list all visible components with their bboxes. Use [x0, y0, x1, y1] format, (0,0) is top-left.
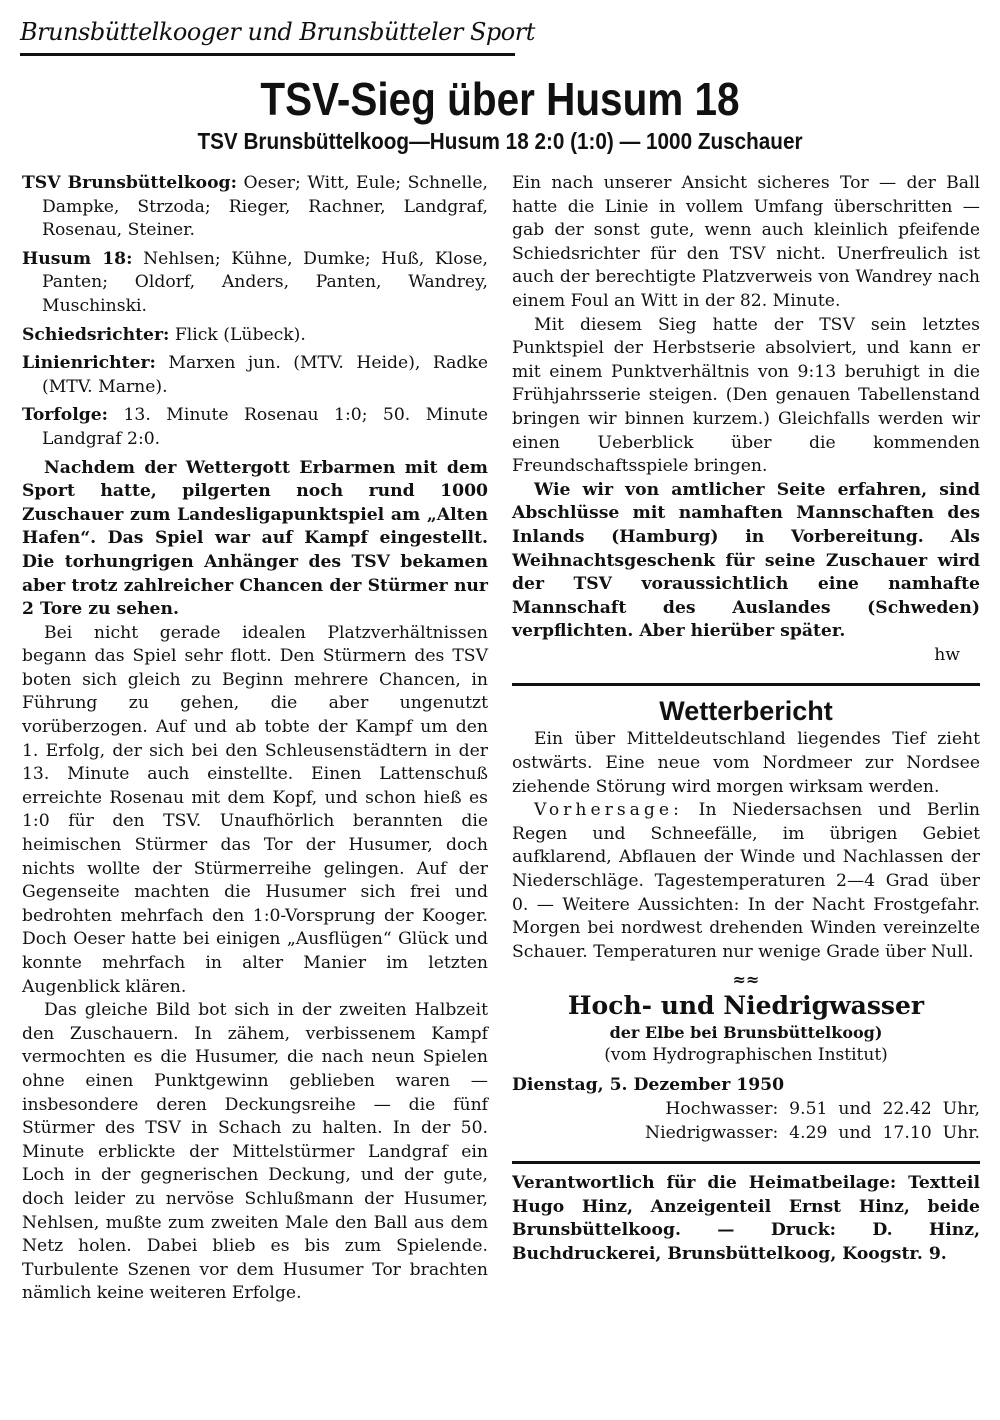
body-paragraph: Ein nach unserer Ansicht sicheres Tor — der Ball hatte die Linie in vollem Umfang überschritten — gab der sonst gute, wenn auch kleinlich pfeifende Schiedsrichter für den TSV nicht. Unerfreulich ist auch der berechtigte Platzverweis von Wandrey nach einem Foul an Witt in der 82. Minute.: [512, 173, 980, 311]
lineup-label: Linienrichter:: [22, 353, 156, 374]
tide-row-low: [512, 1122, 980, 1146]
right-column: [512, 172, 980, 1267]
wave-ornament-icon: ≈≈: [732, 970, 760, 990]
body-paragraph: Das gleiche Bild bot sich in der zweiten Halbzeit den Zuschauern. In zähem, verbissenem Kampf vermochten es die Husumer, die nach neun Spielen ohne einen Punktgewinn geblieben waren — insbesondere deren Deckungsreihe — die fünf Stürmer des TSV in Schach zu halten. In der 50. Minute erblickte der Mittelstürmer Landgraf ein Loch in der gegnerischen Deckung, und der gute, doch leider zu nervöse Schlußmann der Husumer, Nehlsen, mußte zum zweiten Male den Ball aus dem Netz holen. Dabei blieb es bis zum Spielende. Turbulente Szenen vor dem Husumer Tor brachten nämlich keine weiteren Erfolge.: [22, 1000, 488, 1304]
tide-label: Hochwasser:: [665, 1099, 779, 1119]
body-paragraph: Bei nicht gerade idealen Platzverhältnissen begann das Spiel sehr flott. Den Stürmern des TSV boten sich gleich zu Beginn mehrere Chancen, in Führung zu gehen, die aber ungenutzt vorüberzogen. Auf und ab tobte der Kampf um den 1. Erfolg, der sich bei den Schleusenstädtern in der 13. Minute auch einstellte. Einen Lattenschuß erreichte Rosenau mit dem Kopf, und schon hieß es 1:0 für den TSV. Unaufhörlich berannten die heimischen Stürmer das Tor der Husumer, doch nichts wollte der Stürmerreihe gelingen. Auf der Gegenseite machten die Husumer sich frei und bedrohten mehrfach den 1:0-Vorsprung der Kooger. Doch Oeser hatte bei einigen „Ausflügen“ Glück und konnte mehrfach in alter Manier im letzten Augenblick klären.: [22, 622, 488, 997]
tides-subtitle: der Elbe bei Brunsbüttelkoog): [609, 1023, 883, 1043]
referee: [22, 324, 488, 348]
lineup-text: 13. Minute Rosenau 1:0; 50. Minute Landgraf 2:0.: [42, 405, 489, 449]
tide-and: und: [838, 1099, 872, 1119]
section-divider: [512, 683, 980, 686]
section-divider: [512, 1161, 980, 1164]
tide-unit: Uhr.: [942, 1122, 980, 1143]
kicker-underline: [20, 53, 515, 56]
lineup-text: Oeser; Witt, Eule; Schnelle, Dampke, Strzoda; Rieger, Rachner, Landgraf, Rosenau, Steiner.: [42, 173, 488, 241]
weather-forecast: [512, 799, 980, 964]
lineup-label: Torfolge:: [22, 405, 109, 426]
lineup-label: Husum 18:: [22, 248, 133, 269]
forecast-text: In Niedersachsen und Berlin Regen und Schneefälle, im übrigen Gebiet aufklarend, Abflauen der Winde und Nachlassen der Niederschläge. Tagestemperaturen 2—4 Grad über 0. — Weitere Aussichten: In der Nacht Frostgefahr. Morgen bei nordwest drehenden Winden vereinzelte Schauer. Temperaturen nur wenige Grade über Null.: [512, 800, 980, 962]
goal-sequence: [22, 404, 488, 451]
bold-paragraph: Wie wir von amtlicher Seite erfahren, sind Abschlüsse mit namhaften Mannschaften des Inlands (Hamburg) in Vorbereitung. Als Weihnachtsgeschenk für seine Zuschauer wird der TSV voraussichtlich eine namhafte Mannschaft des Auslandes (Schweden) verpflichten. Aber hierüber später.: [512, 479, 980, 642]
lineup-label: TSV Brunsbüttelkoog:: [22, 173, 237, 193]
author-signature: hw: [934, 644, 960, 665]
tides-date: Dienstag, 5. Dezember 1950: [512, 1075, 785, 1096]
lineup-text: Nehlsen; Kühne, Dumke; Huß, Klose, Panten; Oldorf, Anders, Panten, Wandrey, Muschinski.: [42, 248, 488, 316]
lineup-text: Flick (Lübeck).: [174, 324, 306, 345]
headline: TSV-Sieg über Husum 18: [260, 73, 740, 125]
weather-intro: Ein über Mitteldeutschland liegendes Tief zieht ostwärts. Eine neue vom Nordmeer zur Nordsee ziehende Störung wird morgen wirksam werden.: [512, 729, 980, 797]
lineup-text: Marxen jun. (MTV. Heide), Radke (MTV. Marne).: [42, 353, 489, 397]
weather-title: Wetterbericht: [659, 696, 833, 727]
tides-source: (vom Hydrographischen Institut): [604, 1045, 888, 1066]
subheadline: TSV Brunsbüttelkoog—Husum 18 2:0 (1:0) — 1000 Zuschauer: [197, 128, 803, 154]
tide-label: Niedrigwasser:: [645, 1122, 779, 1143]
left-column: [22, 172, 488, 1306]
lineup-label: Schiedsrichter:: [22, 324, 170, 345]
tide-and: und: [838, 1122, 872, 1143]
lineup-husum: [22, 248, 488, 319]
tide-row-high: [512, 1098, 980, 1122]
tide-unit: Uhr,: [942, 1099, 980, 1119]
forecast-label: Vorhersage:: [534, 800, 683, 821]
tide-time: 17.10: [882, 1122, 932, 1143]
tide-time: 4.29: [789, 1122, 828, 1143]
tide-time: 22.42: [882, 1099, 932, 1119]
linesmen: [22, 352, 488, 399]
lineup-tsv: [22, 172, 488, 243]
body-paragraph: Mit diesem Sieg hatte der TSV sein letztes Punktspiel der Herbstserie absolviert, und kann er mit einem Punktverhältnis von 9:13 beruhigt in die Frühjahrsserie steigen. (Den genauen Tabellenstand bringen wir binnen kurzem.) Gleichfalls werden wir einen Ueberblick über die kommenden Freundschaftsspiele bringen.: [512, 314, 980, 477]
lead-paragraph: Nachdem der Wettergott Erbarmen mit dem Sport hatte, pilgerten noch rund 1000 Zuschauer zum Landesligapunktspiel am „Alten Hafen“. Das Spiel war auf Kampf eingestellt. Die torhungrigen Anhänger des TSV bekamen aber trotz zahlreicher Chancen der Stürmer nur 2 Tore zu sehen.: [22, 457, 488, 620]
imprint: Verantwortlich für die Heimatbeilage: Textteil Hugo Hinz, Anzeigenteil Ernst Hinz, beide Brunsbüttelkoog. — Druck: D. Hinz, Buchdruckerei, Brunsbüttelkoog, Koogstr. 9.: [512, 1173, 980, 1264]
section-kicker: Brunsbüttelkooger und Brunsbütteler Sport: [20, 18, 535, 46]
tide-time: 9.51: [789, 1099, 828, 1119]
tides-title: Hoch- und Niedrigwasser: [567, 991, 925, 1021]
